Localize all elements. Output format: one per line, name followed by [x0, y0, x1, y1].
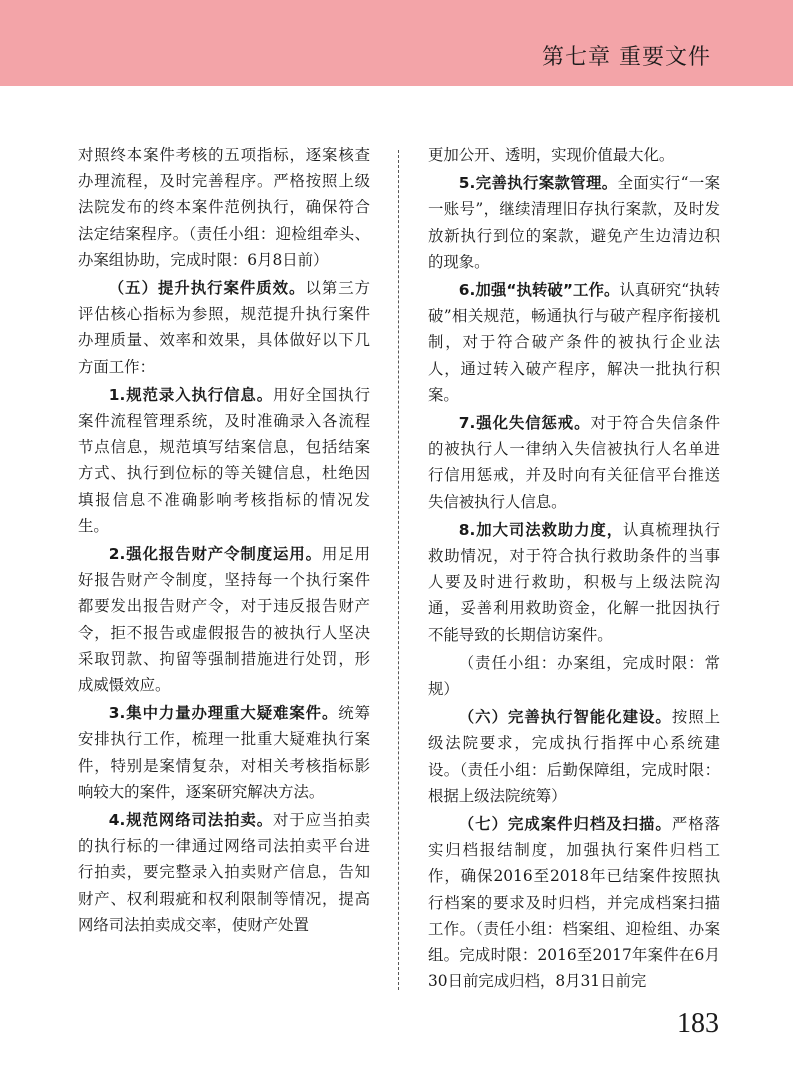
- paragraph: [428, 517, 720, 648]
- item-heading: 6.加强“执转破”工作。: [458, 281, 620, 300]
- paragraph: [78, 275, 370, 380]
- paragraph: [428, 811, 720, 994]
- paragraph-body: 全面实行“一案一账号”，继续清理旧存执行案款，及时发放新执行到位的案款，避免产生边清边积的现象。: [428, 174, 720, 271]
- item-heading: 3.集中力量办理重大疑难案件。: [108, 704, 339, 723]
- item-heading: 2.强化报告财产令制度运用。: [108, 545, 322, 564]
- column-divider: [398, 150, 399, 990]
- paragraph: [428, 650, 720, 702]
- paragraph-body: 用足用好报告财产令制度，坚持每一个执行案件都要发出报告财产令，对于违反报告财产令，拒不报告或虚假报告的被执行人坚决采取罚款、拘留等强制措施进行处罚，形成威慑效应。: [78, 545, 370, 695]
- paragraph: [428, 704, 720, 809]
- item-heading: 5.完善执行案款管理。: [458, 174, 618, 193]
- item-heading: 7.强化失信惩戒。: [458, 414, 591, 433]
- item-heading: 1.规范录入执行信息。: [108, 385, 274, 404]
- section-heading: （六）完善执行智能化建设。: [458, 708, 672, 727]
- paragraph: [428, 170, 720, 275]
- paragraph-body: 更加公开、透明，实现价值最大化。: [428, 146, 675, 164]
- header-band: [0, 0, 793, 86]
- paragraph: [428, 142, 720, 168]
- paragraph-body: 用好全国执行案件流程管理系统，及时准确录入各流程节点信息，规范填写结案信息，包括结案方式、执行到位标的等关键信息，杜绝因填报信息不准确影响考核指标的情况发生。: [78, 385, 370, 535]
- right-column: [428, 142, 720, 997]
- paragraph-body: 严格落实归档报结制度，加强执行案件归档工作，确保2016至2018年已结案件按照执行档案的要求及时归档，并完成档案扫描工作。（责任小组：档案组、迎检组、办案组。完成时限：2016至2017年案件在6月30日前完成归档，8月31日前完: [428, 815, 720, 991]
- section-heading: （五）提升执行案件质效。: [108, 279, 306, 298]
- paragraph-body: 对于符合失信条件的被执行人一律纳入失信被执行人名单进行信用惩戒，并及时向有关征信平台推送失信被执行人信息。: [428, 414, 720, 511]
- left-column: [78, 142, 370, 940]
- paragraph: [428, 277, 720, 408]
- paragraph-body: 认真梳理执行救助情况，对于符合执行救助条件的当事人要及时进行救助，积极与上级法院沟通，妥善利用救助资金，化解一批因执行不能导致的长期信访案件。: [428, 520, 720, 644]
- page-number: 183: [677, 1008, 719, 1039]
- item-heading: 8.加大司法救助力度，: [458, 520, 624, 539]
- paragraph-body: 按照上级法院要求，完成执行指挥中心系统建设。（责任小组：后勤保障组，完成时限：根据上级法院统筹）: [428, 708, 720, 805]
- paragraph-body: 统筹安排执行工作，梳理一批重大疑难执行案件，特别是案情复杂，对相关考核指标影响较大的案件，逐案研究解决方法。: [78, 704, 370, 801]
- paragraph: [428, 410, 720, 515]
- paragraph: [78, 807, 370, 938]
- paragraph: [78, 142, 370, 273]
- paragraph-body: 对照终本案件考核的五项指标，逐案核查办理流程，及时完善程序。严格按照上级法院发布的终本案件范例执行，确保符合法定结案程序。（责任小组：迎检组牵头、办案组协助，完成时限：6月8日前）: [78, 146, 370, 269]
- paragraph: [78, 382, 370, 539]
- chapter-title: 第七章 重要文件: [542, 45, 711, 70]
- paragraph-body: （责任小组：办案组，完成时限：常规）: [428, 653, 720, 699]
- paragraph: [78, 700, 370, 805]
- item-heading: 4.规范网络司法拍卖。: [108, 811, 274, 830]
- section-heading: （七）完成案件归档及扫描。: [458, 815, 672, 834]
- paragraph-body: 对于应当拍卖的执行标的一律通过网络司法拍卖平台进行拍卖，要完整录入拍卖财产信息，告知财产、权利瑕疵和权利限制等情况，提高网络司法拍卖成交率，使财产处置: [78, 811, 370, 934]
- paragraph-body: 认真研究“执转破”相关规范，畅通执行与破产程序衔接机制，对于符合破产条件的被执行企业法人，通过转入破产程序，解决一批执行积案。: [428, 281, 720, 404]
- paragraph-body: 以第三方评估核心指标为参照，规范提升执行案件办理质量、效率和效果，具体做好以下几方面工作：: [78, 279, 370, 376]
- paragraph: [78, 541, 370, 698]
